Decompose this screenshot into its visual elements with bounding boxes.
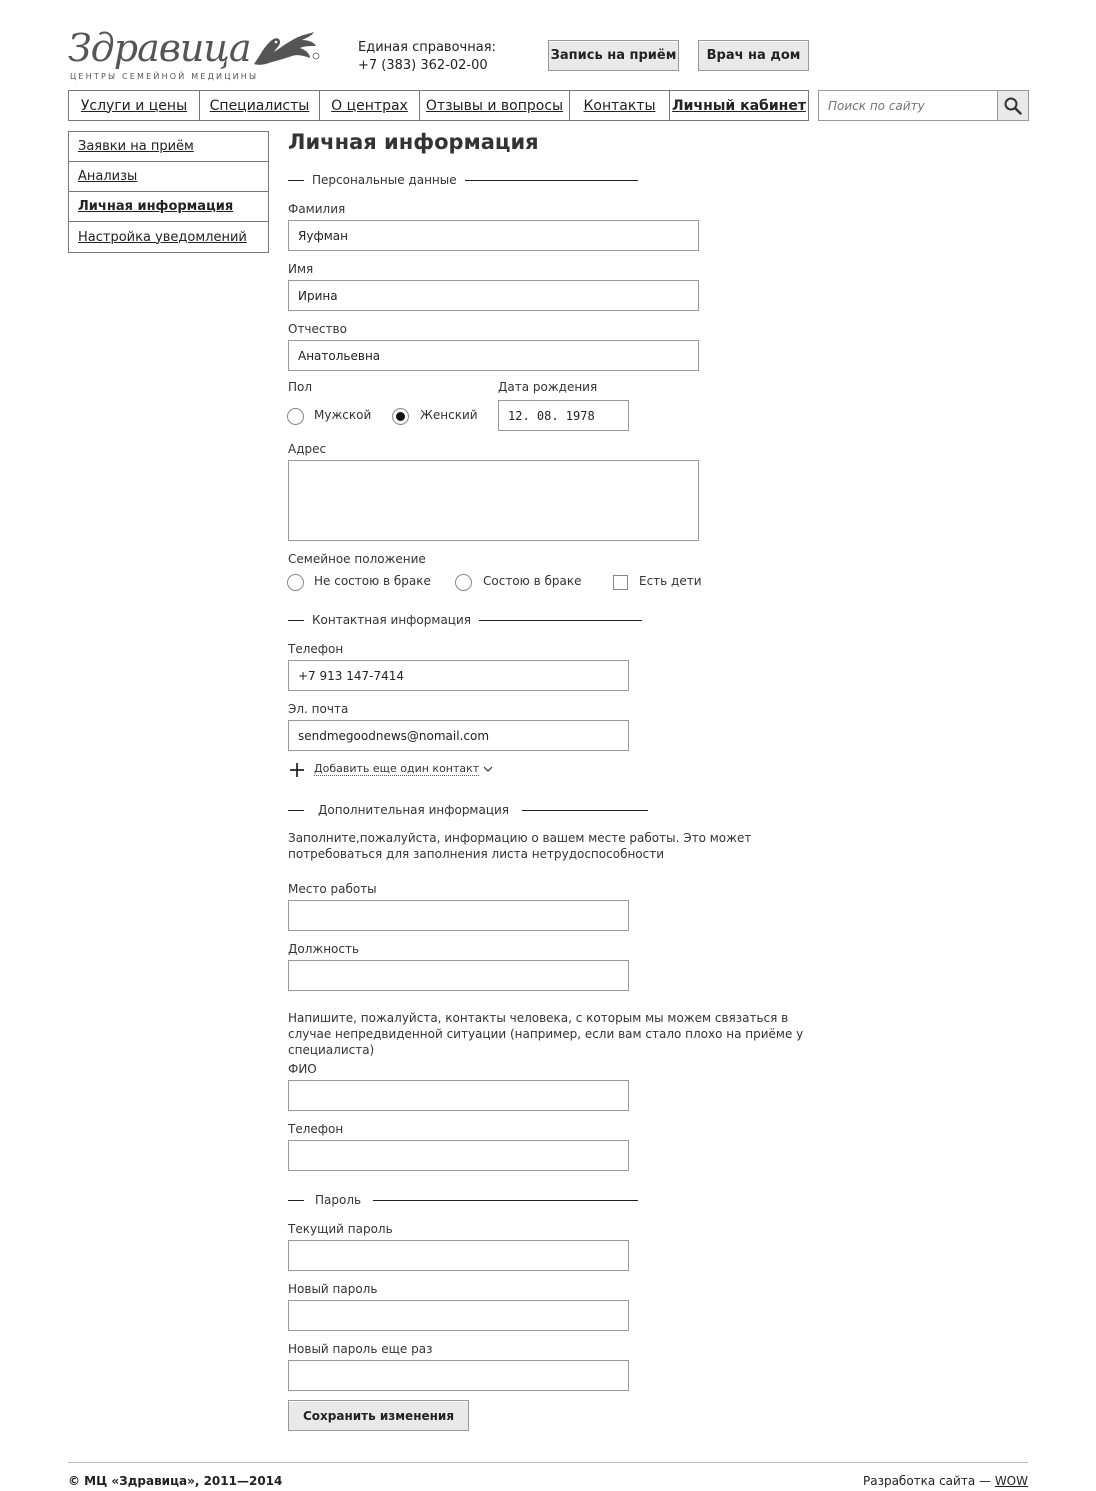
marital-married-label: Состою в браке xyxy=(483,574,582,588)
position-field[interactable] xyxy=(288,960,629,991)
emergency-phone-field[interactable] xyxy=(288,1140,629,1171)
section-additional xyxy=(288,804,648,816)
current-password-label: Текущий пароль xyxy=(288,1222,393,1236)
hotline-phone[interactable]: +7 (383) 362-02-00 xyxy=(358,58,488,73)
surname-label: Фамилия xyxy=(288,202,346,216)
gender-label: Пол xyxy=(288,380,313,394)
gender-female-radio[interactable] xyxy=(392,408,409,425)
plus-icon[interactable] xyxy=(290,763,304,777)
nav-item-account[interactable]: Личный кабинет xyxy=(672,97,806,114)
search-icon xyxy=(1004,97,1022,115)
birthdate-label: Дата рождения xyxy=(498,380,598,394)
address-field[interactable] xyxy=(288,460,699,541)
children-label: Есть дети xyxy=(639,574,702,588)
nav-item-about[interactable]: О центрах xyxy=(320,91,420,120)
main-nav xyxy=(68,90,809,121)
marital-single-label: Не состою в браке xyxy=(314,574,431,588)
add-contact-link[interactable] xyxy=(314,762,493,776)
phone-field[interactable]: +7 913 147-7414 xyxy=(288,660,629,691)
logo-subtitle: ЦЕНТРЫ СЕМЕЙНОЙ МЕДИЦИНЫ xyxy=(70,72,259,81)
address-label: Адрес xyxy=(288,442,327,456)
section-personal xyxy=(288,174,638,186)
developer-credit xyxy=(863,1474,1028,1488)
workplace-field[interactable] xyxy=(288,900,629,931)
children-checkbox[interactable] xyxy=(613,575,628,590)
current-password-field[interactable] xyxy=(288,1240,629,1271)
repeat-password-field[interactable] xyxy=(288,1360,629,1391)
developer-label: Разработка сайта — xyxy=(862,1474,991,1488)
section-password-title: Пароль xyxy=(315,1193,362,1207)
search-box xyxy=(818,90,1029,121)
new-password-field[interactable] xyxy=(288,1300,629,1331)
copyright: © МЦ «Здравица», 2011—2014 xyxy=(68,1474,283,1488)
hotline-label: Единая справочная: xyxy=(358,40,496,55)
section-contact xyxy=(288,614,642,626)
name-field[interactable]: Ирина xyxy=(288,280,699,311)
workplace-label: Место работы xyxy=(288,882,377,896)
appointment-button[interactable]: Запись на приём xyxy=(548,40,679,71)
email-field[interactable]: sendmegoodnews@nomail.com xyxy=(288,720,629,751)
sidebar-item-personal-info[interactable]: Личная информация xyxy=(69,192,268,222)
add-contact-label: Добавить еще один контакт xyxy=(314,762,480,775)
nav-item-services[interactable]: Услуги и цены xyxy=(69,91,200,120)
fio-field[interactable] xyxy=(288,1080,629,1111)
phone-label: Телефон xyxy=(288,642,344,656)
email-label: Эл. почта xyxy=(288,702,349,716)
page-title: Личная информация xyxy=(288,130,539,154)
gender-male-radio[interactable] xyxy=(287,408,304,425)
section-personal-title: Персональные данные xyxy=(312,173,457,187)
surname-field[interactable]: Яуфман xyxy=(288,220,699,251)
gender-male-label: Мужской xyxy=(314,408,372,422)
search-input[interactable] xyxy=(819,91,997,120)
repeat-password-label: Новый пароль еще раз xyxy=(288,1342,433,1356)
emergency-phone-label: Телефон xyxy=(288,1122,344,1136)
sidebar xyxy=(68,131,269,253)
marital-label: Семейное положение xyxy=(288,552,426,566)
home-visit-button[interactable]: Врач на дом xyxy=(698,40,809,71)
patronymic-field[interactable]: Анатольевна xyxy=(288,340,699,371)
work-note: Заполните,пожалуйста, информацию о вашем месте работы. Это может потребоваться для заполнения листа нетрудоспособности xyxy=(288,831,752,861)
position-label: Должность xyxy=(288,942,360,956)
logo-text: Здравица xyxy=(68,26,251,70)
radio-selected-dot xyxy=(396,412,405,421)
sidebar-item-notifications[interactable]: Настройка уведомлений xyxy=(78,229,247,245)
new-password-label: Новый пароль xyxy=(288,1282,378,1296)
save-button[interactable]: Сохранить изменения xyxy=(288,1400,469,1431)
nav-item-reviews[interactable]: Отзывы и вопросы xyxy=(420,91,570,120)
birthdate-field[interactable]: 12. 08. 1978 xyxy=(498,400,629,431)
hand-bird-icon xyxy=(246,28,320,72)
nav-item-contacts[interactable]: Контакты xyxy=(570,91,670,120)
marital-single-radio[interactable] xyxy=(287,574,304,591)
nav-item-specialists[interactable]: Специалисты xyxy=(200,91,320,120)
fio-label: ФИО xyxy=(288,1062,317,1076)
emergency-note: Напишите, пожалуйста, контакты человека, с которым мы можем связаться в случае непредвиденной ситуации (например, если вам стало плохо на приёме у специалиста) xyxy=(288,1011,804,1057)
chevron-down-icon xyxy=(483,766,493,773)
patronymic-label: Отчество xyxy=(288,322,347,336)
footer-divider xyxy=(68,1462,1028,1463)
section-contact-title: Контактная информация xyxy=(312,613,471,627)
name-label: Имя xyxy=(288,262,314,276)
marital-married-radio[interactable] xyxy=(455,574,472,591)
section-additional-title: Дополнительная информация xyxy=(318,803,510,817)
section-password xyxy=(288,1194,638,1206)
gender-female-label: Женский xyxy=(420,408,478,422)
search-button[interactable] xyxy=(997,91,1028,120)
sidebar-item-analyses[interactable]: Анализы xyxy=(69,162,268,192)
sidebar-item-appointments[interactable]: Заявки на приём xyxy=(69,132,268,162)
developer-link[interactable]: WOW xyxy=(994,1474,1028,1488)
logo[interactable] xyxy=(68,26,328,82)
hotline xyxy=(358,39,496,75)
